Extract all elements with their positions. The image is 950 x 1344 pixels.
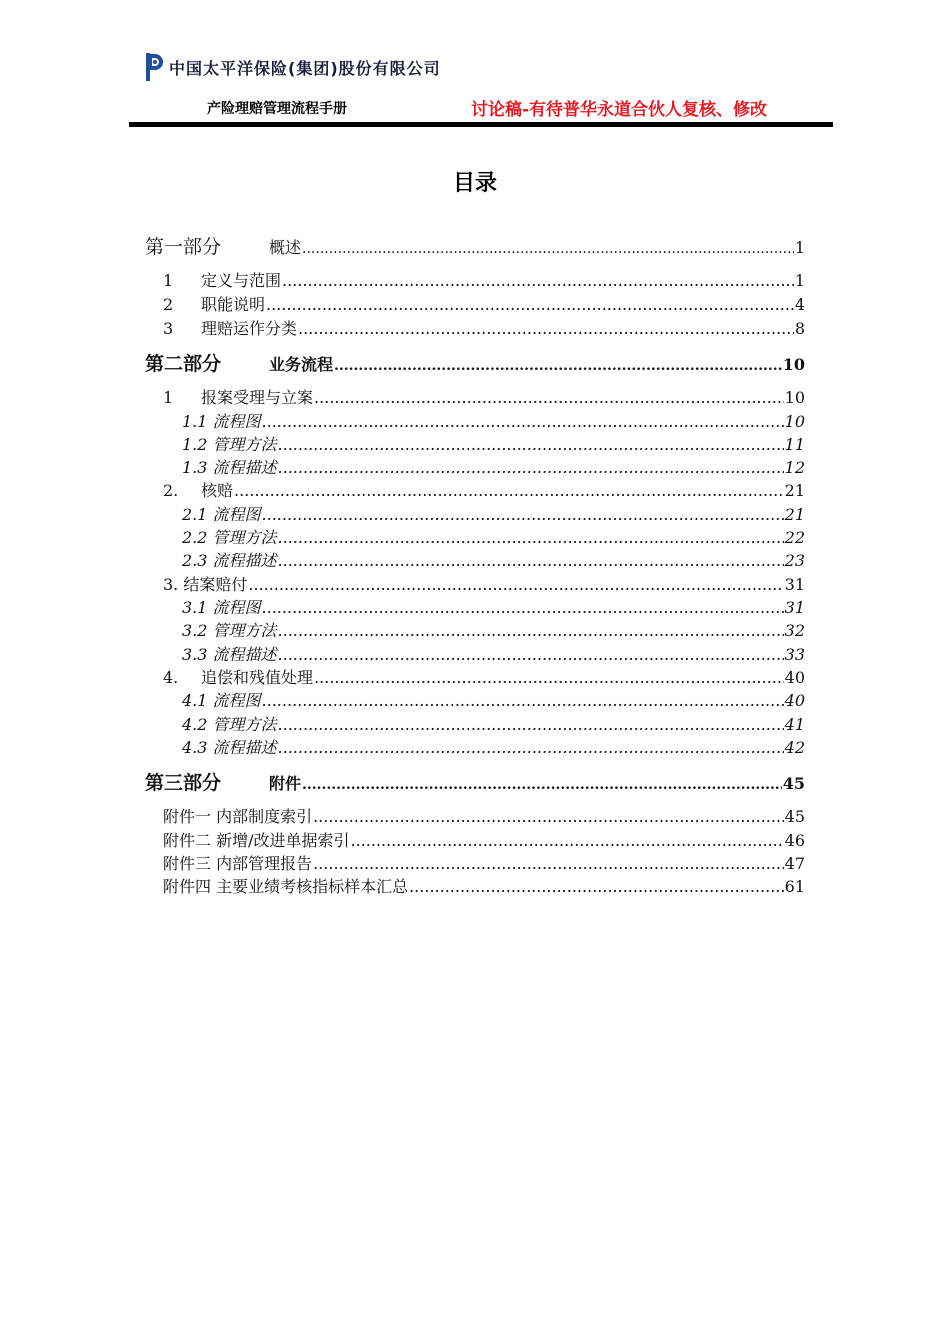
page-number: 12	[784, 458, 805, 477]
toc-subentry[interactable]	[182, 597, 805, 619]
part-number: 第一部分	[145, 236, 222, 258]
manual-title: 产险理赔管理流程手册	[207, 101, 347, 117]
entry-label: 定义与范围	[201, 271, 282, 290]
page-number: 45	[782, 774, 805, 793]
dot-leader	[313, 853, 784, 875]
page-number: 21	[784, 505, 805, 524]
company-logo	[145, 50, 441, 84]
part-number: 第二部分	[145, 353, 222, 375]
dot-leader	[266, 294, 794, 316]
entry-label: 1.2 管理方法	[182, 435, 277, 454]
part-number: 第三部分	[145, 772, 222, 794]
dot-leader	[282, 270, 794, 292]
toc-entry[interactable]	[163, 876, 805, 898]
dot-leader	[234, 480, 784, 502]
page-number: 31	[784, 598, 805, 617]
entry-label: 2.2 管理方法	[182, 528, 277, 547]
toc-subentry[interactable]	[182, 504, 805, 526]
dot-leader	[278, 550, 784, 572]
page-number: 10	[784, 388, 805, 407]
page-number: 42	[784, 738, 805, 757]
dot-leader	[262, 597, 784, 619]
dot-leader	[278, 644, 784, 666]
toc-entry[interactable]	[163, 387, 805, 409]
entry-number: 1	[163, 388, 174, 407]
toc-entry[interactable]	[163, 270, 805, 292]
entry-number: 2.	[163, 481, 179, 500]
company-name: 中国太平洋保险(集团)股份有限公司	[169, 58, 441, 78]
entry-label: 1.1 流程图	[182, 412, 261, 431]
toc-title: 目录	[452, 171, 497, 196]
toc-subentry[interactable]	[182, 620, 805, 642]
dot-leader	[278, 434, 784, 456]
page-number: 1	[794, 238, 805, 257]
entry-label: 3.2 管理方法	[182, 621, 277, 640]
part-title: 业务流程	[269, 355, 334, 374]
dot-leader	[334, 355, 782, 377]
entry-number: 2	[163, 295, 174, 314]
entry-label: 4.1 流程图	[182, 691, 261, 710]
dot-leader	[278, 714, 784, 736]
entry-number: 3	[163, 319, 174, 338]
dot-leader	[302, 774, 782, 796]
entry-label: 报案受理与立案	[201, 388, 314, 407]
toc-part-3[interactable]	[145, 772, 805, 794]
toc-entry[interactable]	[163, 318, 805, 340]
toc-subentry[interactable]	[182, 737, 805, 759]
toc-entry[interactable]	[163, 480, 805, 502]
dot-leader	[313, 806, 784, 828]
page-number: 22	[784, 528, 805, 547]
part-title: 附件	[269, 774, 302, 793]
entry-label: 1.3 流程描述	[182, 458, 277, 477]
entry-label: 附件四 主要业绩考核指标样本汇总	[163, 877, 409, 896]
toc-subentry[interactable]	[182, 550, 805, 572]
cpic-logo-icon	[145, 52, 163, 82]
page-number: 40	[784, 668, 805, 687]
toc-entry[interactable]	[163, 806, 805, 828]
page-number: 23	[784, 551, 805, 570]
entry-label: 4.3 流程描述	[182, 738, 277, 757]
page-number: 10	[784, 412, 805, 431]
dot-leader	[350, 830, 783, 852]
page-number: 45	[784, 807, 805, 826]
dot-leader	[262, 690, 784, 712]
toc-subentry[interactable]	[182, 714, 805, 736]
page-number: 46	[784, 831, 805, 850]
entry-number: 4.	[163, 668, 179, 687]
toc-entry[interactable]	[163, 294, 805, 316]
toc-entry[interactable]	[163, 830, 805, 852]
header-divider	[129, 122, 833, 127]
entry-label: 理赔运作分类	[201, 319, 298, 338]
page-number: 1	[794, 271, 805, 290]
page-number: 41	[784, 715, 805, 734]
page-number: 40	[784, 691, 805, 710]
dot-leader	[262, 411, 784, 433]
page-number: 8	[794, 319, 805, 338]
entry-label: 3. 结案赔付	[163, 575, 248, 594]
dot-leader	[409, 876, 784, 898]
page-number: 31	[784, 575, 805, 594]
toc-subentry[interactable]	[182, 690, 805, 712]
part-title: 概述	[269, 238, 302, 257]
entry-label: 附件一 内部制度索引	[163, 807, 313, 826]
dot-leader	[302, 238, 794, 260]
page-number: 47	[784, 854, 805, 873]
page-number: 21	[784, 481, 805, 500]
entry-label: 2.3 流程描述	[182, 551, 277, 570]
toc-part-2[interactable]	[145, 353, 805, 375]
page-number: 33	[784, 645, 805, 664]
entry-label: 3.1 流程图	[182, 598, 261, 617]
dot-leader	[248, 574, 783, 596]
dot-leader	[278, 620, 784, 642]
entry-label: 3.3 流程描述	[182, 645, 277, 664]
toc-part-1[interactable]	[145, 236, 805, 258]
dot-leader	[314, 667, 784, 689]
page-header	[0, 0, 950, 130]
page-number: 10	[782, 355, 805, 374]
page-number: 4	[794, 295, 805, 314]
toc-subentry[interactable]	[182, 411, 805, 433]
dot-leader	[314, 387, 784, 409]
entry-label: 附件二 新增/改进单据索引	[163, 831, 350, 850]
page-number: 61	[784, 877, 805, 896]
entry-label: 职能说明	[201, 295, 266, 314]
entry-label: 4.2 管理方法	[182, 715, 277, 734]
dot-leader	[278, 457, 784, 479]
entry-label: 核赔	[201, 481, 234, 500]
toc-subentry[interactable]	[182, 644, 805, 666]
dot-leader	[262, 504, 784, 526]
toc-entry[interactable]	[163, 853, 805, 875]
dot-leader	[278, 527, 784, 549]
toc-entry[interactable]	[163, 574, 805, 596]
page-number: 11	[784, 435, 805, 454]
entry-label: 2.1 流程图	[182, 505, 261, 524]
dot-leader	[278, 737, 784, 759]
entry-number: 1	[163, 271, 174, 290]
toc-subentry[interactable]	[182, 457, 805, 479]
toc-subentry[interactable]	[182, 434, 805, 456]
draft-notice: 讨论稿-有待普华永道合伙人复核、修改	[471, 100, 768, 120]
toc-subentry[interactable]	[182, 527, 805, 549]
page-number: 32	[784, 621, 805, 640]
toc-entry[interactable]	[163, 667, 805, 689]
dot-leader	[298, 318, 794, 340]
entry-label: 附件三 内部管理报告	[163, 854, 313, 873]
entry-label: 追偿和残值处理	[201, 668, 314, 687]
